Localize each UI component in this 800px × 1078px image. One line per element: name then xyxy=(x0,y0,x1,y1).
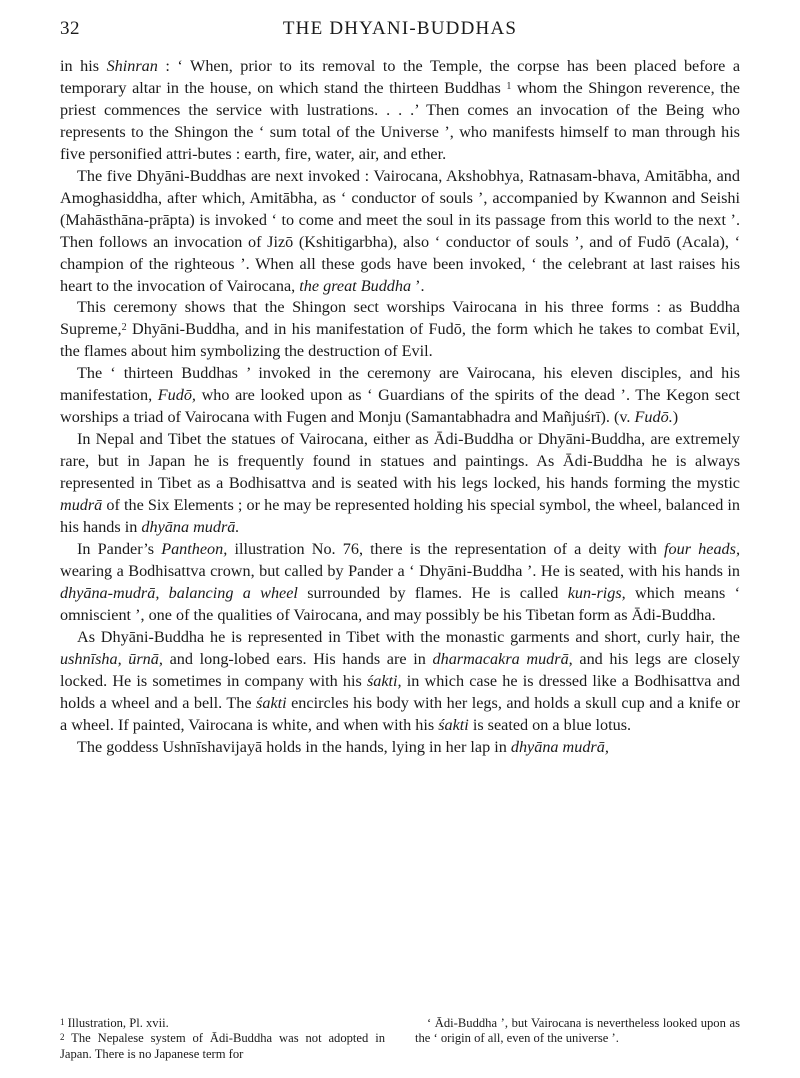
text-run: and his legs are closely locked. He is sometimes in company with his xyxy=(60,649,741,690)
footnotes xyxy=(60,1016,740,1062)
text-run: ‘ Ādi-Buddha ’, but Vairocana is nevertheless looked upon as the ‘ origin of all, even of the universe ’. xyxy=(415,1016,740,1046)
italic-text: Fudō. xyxy=(634,408,673,427)
footnote-reference: 1 xyxy=(506,80,512,92)
paragraph-1 xyxy=(60,56,740,166)
paragraph-3 xyxy=(60,297,740,363)
italic-text: Fudō, xyxy=(157,386,196,405)
text-run: is seated on a blue lotus. xyxy=(468,715,632,734)
text-run: which means ‘ omniscient ’, one of the qualities of Vairocana, and may possibly be his Tibetan form as Ādi-Buddha. xyxy=(60,583,740,624)
text-run: As Dhyāni-Buddha he is represented in Tibet with the monastic garments and short, curly hair, the xyxy=(77,627,740,646)
text-run: : ‘ When, prior to its removal to the Temple, the corpse has been placed before a temporary altar in the house, on which stand the thirteen Buddhas xyxy=(60,57,741,97)
text-run: who are looked upon as ‘ Guardians of the spirits of the dead ’. The Kegon sect worships a triad of Vairocana with Fugen and Monju (Samantabhadra and Mañjuśrī). (v. xyxy=(60,386,741,427)
text-run: ) xyxy=(672,408,679,427)
italic-text: dhyāna mudrā, xyxy=(510,737,609,756)
footnote-marker: 2 xyxy=(60,1032,65,1043)
text-run: surrounded by flames. He is called xyxy=(297,583,568,602)
italic-text: the great Buddha xyxy=(299,276,412,295)
footnote-2 xyxy=(60,1031,385,1062)
paragraph-4 xyxy=(60,363,740,429)
italic-text: ushnīsha, ūrnā, xyxy=(60,649,163,668)
italic-text: mudrā xyxy=(60,496,103,515)
italic-text: kun-rigs, xyxy=(567,583,626,602)
text-run: In Pander’s xyxy=(77,539,162,558)
text-run: Illustration, Pl. xvii. xyxy=(64,1016,169,1030)
text-run: The goddess Ushnīshavijayā holds in the hands, lying in her lap in xyxy=(77,737,511,756)
text-run: encircles his body with her legs, and holds a skull cup and a knife or a wheel. If painted, Vairocana is white, and when with his xyxy=(60,693,740,734)
footnote-marker: 1 xyxy=(60,1017,65,1027)
text-run: The ‘ thirteen Buddhas ’ invoked in the ceremony are Vairocana, his eleven disciples, and his manifestation, xyxy=(60,364,740,405)
text-run: whom the Shingon reverence, the priest commences the service with lustrations. . . .’ Then comes an invocation of the Being who represents to the Shingon the ‘ sum total of the Universe ’, who manifests himself to man through his five personified attri-butes : earth, fire, water, air, and ether. xyxy=(60,78,740,163)
footnotes-left-column xyxy=(60,1016,385,1062)
paragraph-6 xyxy=(60,539,740,627)
italic-text: Shinran xyxy=(106,57,158,75)
text-run: illustration No. 76, there is the representation of a deity with xyxy=(227,539,665,558)
paragraph-5 xyxy=(60,429,740,539)
footnotes-right-column xyxy=(415,1016,740,1062)
text-run: and long-lobed ears. His hands are in xyxy=(162,649,433,668)
body-text xyxy=(60,56,740,759)
italic-text: śakti xyxy=(256,693,287,712)
italic-text: Pantheon, xyxy=(161,539,228,558)
italic-text: dhyāna mudrā. xyxy=(141,518,240,537)
italic-text: four heads, xyxy=(664,539,740,558)
text-run: In Nepal and Tibet the statues of Vairocana, either as Ādi-Buddha or Dhyāni-Buddha, are extremely rare, but in Japan he is frequently found in statues and paintings. As Ādi-Buddha he is always represented in Tibet as a Bodhisattva and is seated with his legs locked, his hands forming the mystic xyxy=(60,430,740,493)
footnote-1 xyxy=(60,1016,385,1031)
page-number: 32 xyxy=(60,18,80,39)
text-run: The Nepalese system of Ādi-Buddha was not adopted in Japan. There is no Japanese term for xyxy=(60,1031,385,1061)
footnote-2-continued xyxy=(415,1016,740,1047)
running-title: THE DHYANI-BUDDHAS xyxy=(282,18,518,39)
text-run: The five Dhyāni-Buddhas are next invoked : Vairocana, Akshobhya, Ratnasam-bhava, Amitābha, and Amoghasiddha, after which, Amitābha, as ‘ conductor of souls ’, accompanied by Kwannon and Seishi (Mahāsthāna-prāpta) is invoked ‘ to come and meet the soul in its passage from this world to the next ’. Then follows an invocation of Jizō (Kshitigarbha), also ‘ conductor of souls ’, and of Fudō (Acala), ‘ champion of the righteous ’. When all these gods have been invoked, ‘ the celebrant at last raises his heart to the invocation of Vairocana, xyxy=(60,166,740,295)
paragraph-7 xyxy=(60,627,740,737)
text-run: ’. xyxy=(411,276,425,295)
footnote-reference: 2 xyxy=(121,322,127,334)
paragraph-8 xyxy=(60,737,740,759)
italic-text: dharmacakra mudrā, xyxy=(432,649,573,668)
page-header xyxy=(60,18,740,48)
italic-text: dhyāna-mudrā, balancing a wheel xyxy=(60,583,298,602)
italic-text: śakti xyxy=(438,715,469,734)
text-run: in his xyxy=(60,57,107,75)
text-run: wearing a Bodhisattva crown, but called by Pander a ‘ Dhyāni-Buddha ’. He is seated, with his hands in xyxy=(60,561,740,580)
text-run: in which case he is dressed like a Bodhisattva and holds a wheel and a bell. The xyxy=(60,671,740,712)
text-run: Dhyāni-Buddha, and in his manifestation of Fudō, the form which he takes to combat Evil, the flames about him symbolizing the destruction of Evil. xyxy=(60,320,740,361)
italic-text: śakti, xyxy=(366,671,402,690)
text-run: of the Six Elements ; or he may be represented holding his special symbol, the wheel, balanced in his hands in xyxy=(60,496,740,537)
text-run: This ceremony shows that the Shingon sect worships Vairocana in his three forms : as Buddha Supreme, xyxy=(60,298,740,339)
paragraph-2 xyxy=(60,166,740,298)
